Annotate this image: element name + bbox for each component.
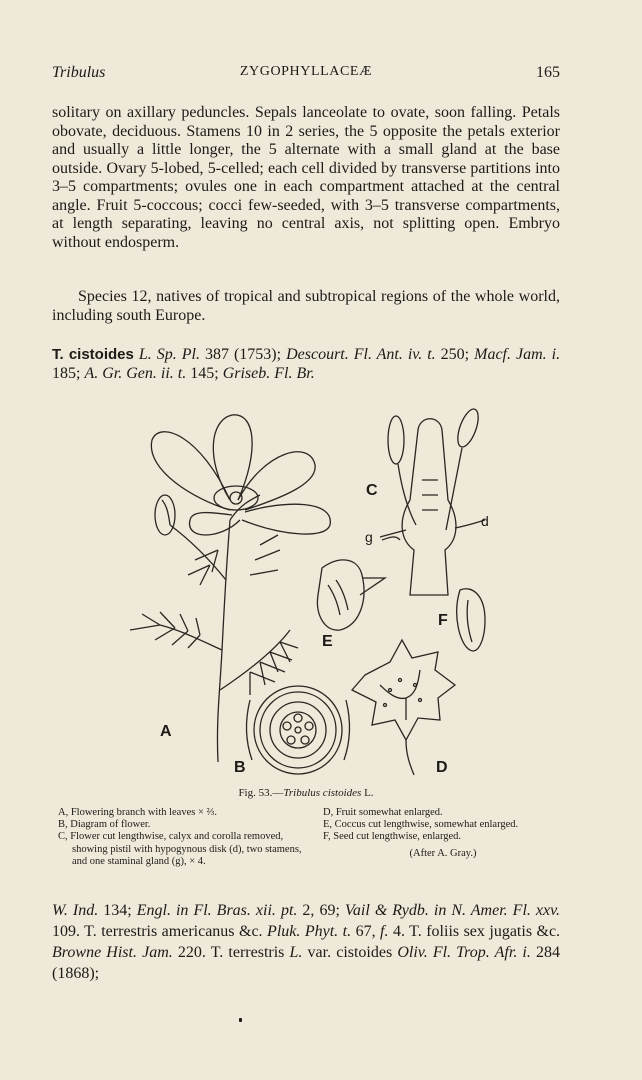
- label-a: A: [160, 723, 172, 740]
- citation: 4. T. foliis sex jugatis &c.: [392, 923, 561, 940]
- label-f: F: [438, 612, 448, 629]
- citation: 185;: [52, 364, 81, 382]
- citation: Griseb. Fl. Br.: [222, 364, 315, 382]
- figure-legend-left: [58, 807, 308, 868]
- citation: 387 (1753);: [204, 346, 282, 363]
- label-d: D: [436, 759, 448, 776]
- citation: Pluk. Phyt. t.: [267, 923, 352, 940]
- floral-diagram-drawing: [246, 686, 349, 774]
- citation: 67,: [355, 923, 376, 940]
- figure-legend-right: [323, 807, 563, 860]
- legend-item: C, Flower cut lengthwise, calyx and corolla removed, showing pistil with hypogynous disk (d), two stamens, and one staminal gland (g), × 4.: [58, 831, 302, 867]
- citation: 134;: [103, 902, 132, 919]
- legend-item: B, Diagram of flower.: [58, 819, 151, 831]
- page-header: [52, 64, 560, 86]
- citation: 284 (1868);: [52, 944, 561, 982]
- legend-item: E, Coccus cut lengthwise, somewhat enlarged.: [323, 819, 519, 831]
- species-count-paragraph: Species 12, natives of tropical and subtropical regions of the whole world, including south Europe.: [52, 288, 560, 324]
- citation: 250;: [440, 346, 470, 363]
- citation: Macf. Jam. i.: [474, 346, 561, 363]
- citation: Browne Hist. Jam.: [52, 944, 173, 961]
- label-g: g: [365, 529, 373, 545]
- citation: 220. T. terrestris: [177, 944, 285, 961]
- citation: var. cistoides: [307, 944, 393, 961]
- citation: W. Ind.: [52, 902, 99, 919]
- citation: Sp. Pl.: [156, 346, 200, 363]
- legend-item: D, Fruit somewhat enlarged.: [323, 807, 443, 818]
- label-c: C: [366, 482, 378, 499]
- figure-caption: [52, 787, 560, 799]
- flowering-branch-drawing: [130, 400, 330, 762]
- caption-prefix: Fig. 53.—: [238, 787, 284, 799]
- citation: Engl. in Fl. Bras. xii. pt.: [136, 902, 298, 919]
- species-authority: L.: [138, 346, 152, 363]
- caption-species: Tribulus cistoides: [283, 787, 362, 799]
- figure-credit: (After A. Gray.): [409, 847, 477, 859]
- genus-description: solitary on axillary peduncles. Sepals lanceolate to ovate, soon falling. Petals obovate, deciduous. Stamens 10 in 2 series, the 5 opposite the petals exterior and usually a little longer, the 5 alternate with a small gland at the base outside. Ovary 5-lobed, 5-celled; each cell divided by transverse partitions into 3–5 compartments; ovules one in each compartment attached at the central angle. Fruit 5-coccous; cocci few-seeded, with 3–5 transverse compartments, at length separating, leaving no central axis, not splitting open. Embryo without endosperm.: [52, 104, 560, 251]
- citation-continuation: [52, 900, 560, 984]
- citation: 109. T. terrestris americanus &c.: [52, 923, 263, 940]
- legend-item: A, Flowering branch with leaves × ⅔.: [58, 807, 218, 818]
- label-b: B: [234, 759, 246, 776]
- citation: 2, 69;: [302, 902, 340, 919]
- citation: L.: [289, 944, 303, 961]
- citation: A. Gr. Gen. ii. t.: [84, 364, 187, 382]
- citation: Descourt. Fl. Ant. iv. t.: [286, 346, 436, 363]
- citation: 145;: [190, 364, 219, 382]
- page-mark: [239, 1018, 242, 1022]
- label-d-small: d: [481, 513, 489, 529]
- species-entry: [52, 346, 560, 383]
- citation: Vail & Rydb. in N. Amer. Fl. xxv.: [344, 902, 561, 919]
- legend-item: F, Seed cut lengthwise, enlarged.: [323, 831, 462, 843]
- botanical-illustration: [100, 400, 540, 785]
- page-number: 165: [536, 64, 560, 81]
- citation: Oliv. Fl. Trop. Afr. i.: [397, 944, 531, 961]
- caption-authority: L.: [364, 787, 374, 799]
- flower-section-drawing: [380, 406, 485, 595]
- coccus-drawing: [317, 560, 385, 630]
- fruit-drawing: [352, 640, 455, 775]
- citation: f.: [380, 923, 389, 940]
- family-name: ZYGOPHYLLACEÆ: [239, 64, 373, 79]
- seed-drawing: [457, 589, 485, 651]
- species-name: T. cistoides: [52, 346, 134, 363]
- label-e: E: [322, 633, 333, 650]
- running-title: Tribulus: [52, 64, 106, 81]
